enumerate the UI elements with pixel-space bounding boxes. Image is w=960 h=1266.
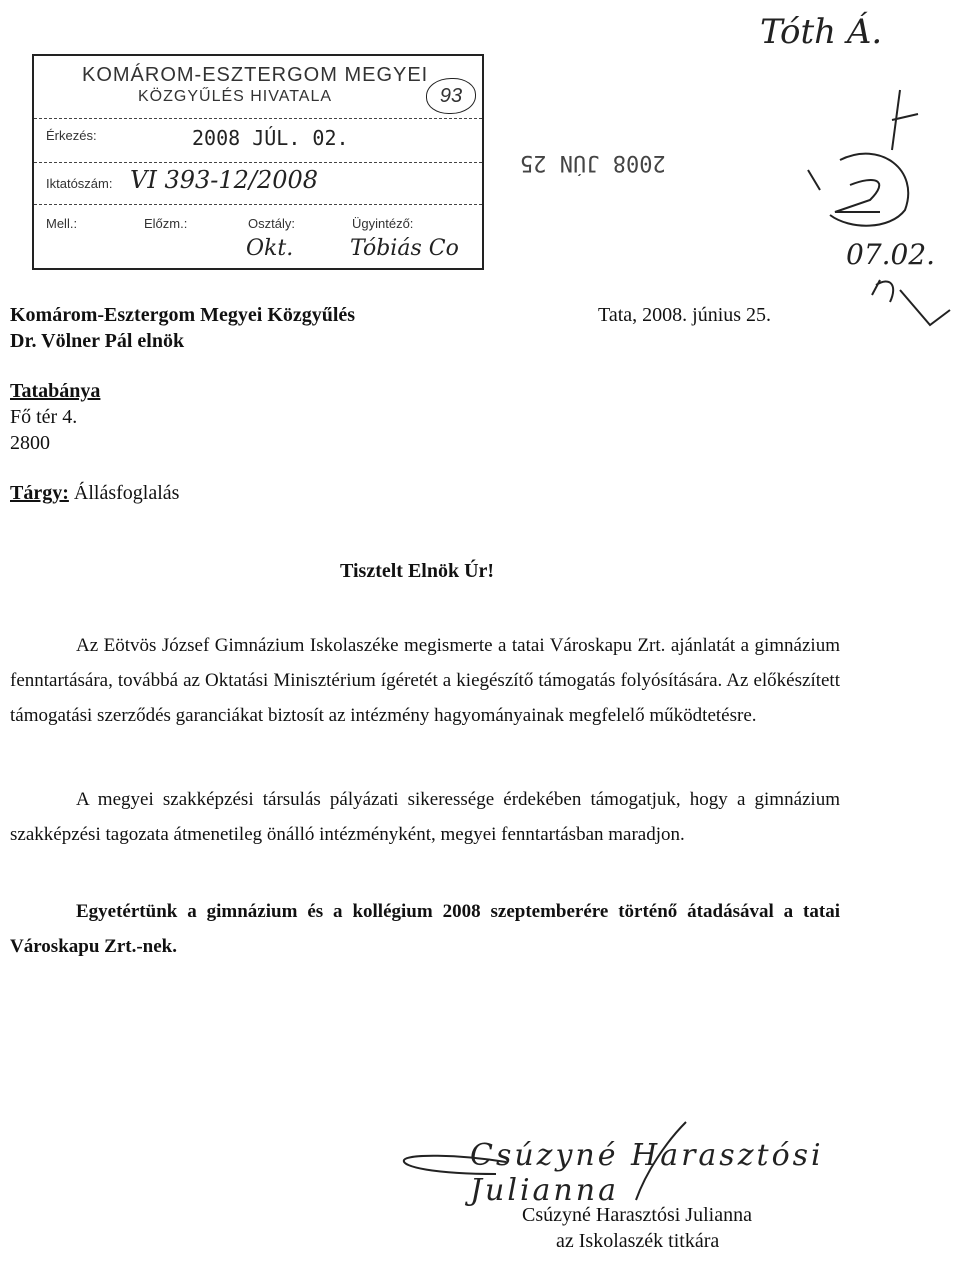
stamp-divider xyxy=(34,118,482,119)
recipient-name: Dr. Völner Pál elnök xyxy=(10,330,185,352)
address-postcode: 2800 xyxy=(10,432,50,454)
stamp-subtitle: KÖZGYŰLÉS HIVATALA xyxy=(138,88,333,105)
signer-title: az Iskolaszék titkára xyxy=(556,1230,720,1252)
paragraph-1: Az Eötvös József Gimnázium Iskolaszéke megismerte a tatai Városkapu Zrt. ajánlatát a gimnázium fenntartására, továbbá az Oktatási Minisztérium ígéretét a kiegészítő támogatás folyósítására. Az előkészített támogatási szerződés garanciákat biztosít az intézmény hagyományainak megfelelő működtetésre. xyxy=(10,635,840,726)
stamp-clerk-label: Ügyintéző: xyxy=(352,216,414,231)
signer-name: Csúzyné Harasztósi Julianna xyxy=(522,1204,752,1226)
stamp-divider xyxy=(34,204,482,205)
stamp-title: KOMÁROM-ESZTERGOM MEGYEI xyxy=(82,64,429,86)
subject-line xyxy=(10,482,179,505)
address-city: Tatabánya xyxy=(10,380,101,402)
rotated-date-stamp: 2008 JÚN 25 xyxy=(520,150,666,175)
stamp-clerk-value: Tóbiás Co xyxy=(350,236,459,261)
handwritten-date: 07.02. xyxy=(846,238,936,271)
subject-label: Tárgy: xyxy=(10,482,69,504)
stamp-divider xyxy=(34,162,482,163)
stamp-filing-value: VI 393-12/2008 xyxy=(130,166,319,194)
signature-flourish-icon xyxy=(396,1112,796,1202)
stamp-received-value: 2008 JÚL. 02. xyxy=(192,126,349,150)
place-date: Tata, 2008. június 25. xyxy=(598,304,772,326)
stamp-attachment-label: Mell.: xyxy=(46,216,78,231)
stamp-department-value: Okt. xyxy=(246,236,294,261)
handwritten-scribble-icon xyxy=(780,80,955,330)
address-street: Fő tér 4. xyxy=(10,406,78,428)
stamp-filing-label: Iktatószám: xyxy=(46,176,113,191)
registration-stamp xyxy=(32,54,484,270)
stamp-previous-label: Előzm.: xyxy=(144,216,188,231)
handwritten-signature: Csúzyné Harasztósi Julianna xyxy=(470,1138,824,1208)
paragraph-3: Egyetértünk a gimnázium és a kollégium 2008 szeptemberére történő átadásával a tatai Városkapu Zrt.-nek. xyxy=(10,901,840,957)
stamp-number: 93 xyxy=(426,78,476,114)
stamp-department-label: Osztály: xyxy=(248,216,295,231)
paragraph-2: A megyei szakképzési társulás pályázati sikeressége érdekében támogatjuk, hogy a gimnázium szakképzési tagozata átmenetileg önálló intézményként, megyei fenntartásban maradjon. xyxy=(10,789,840,845)
recipient-org: Komárom-Esztergom Megyei Közgyűlés xyxy=(10,304,356,326)
salutation: Tisztelt Elnök Úr! xyxy=(340,560,495,582)
handwritten-initials: Tóth Á. xyxy=(760,12,883,52)
stamp-received-label: Érkezés: xyxy=(46,128,97,143)
subject-text: Állásfoglalás xyxy=(73,482,180,504)
